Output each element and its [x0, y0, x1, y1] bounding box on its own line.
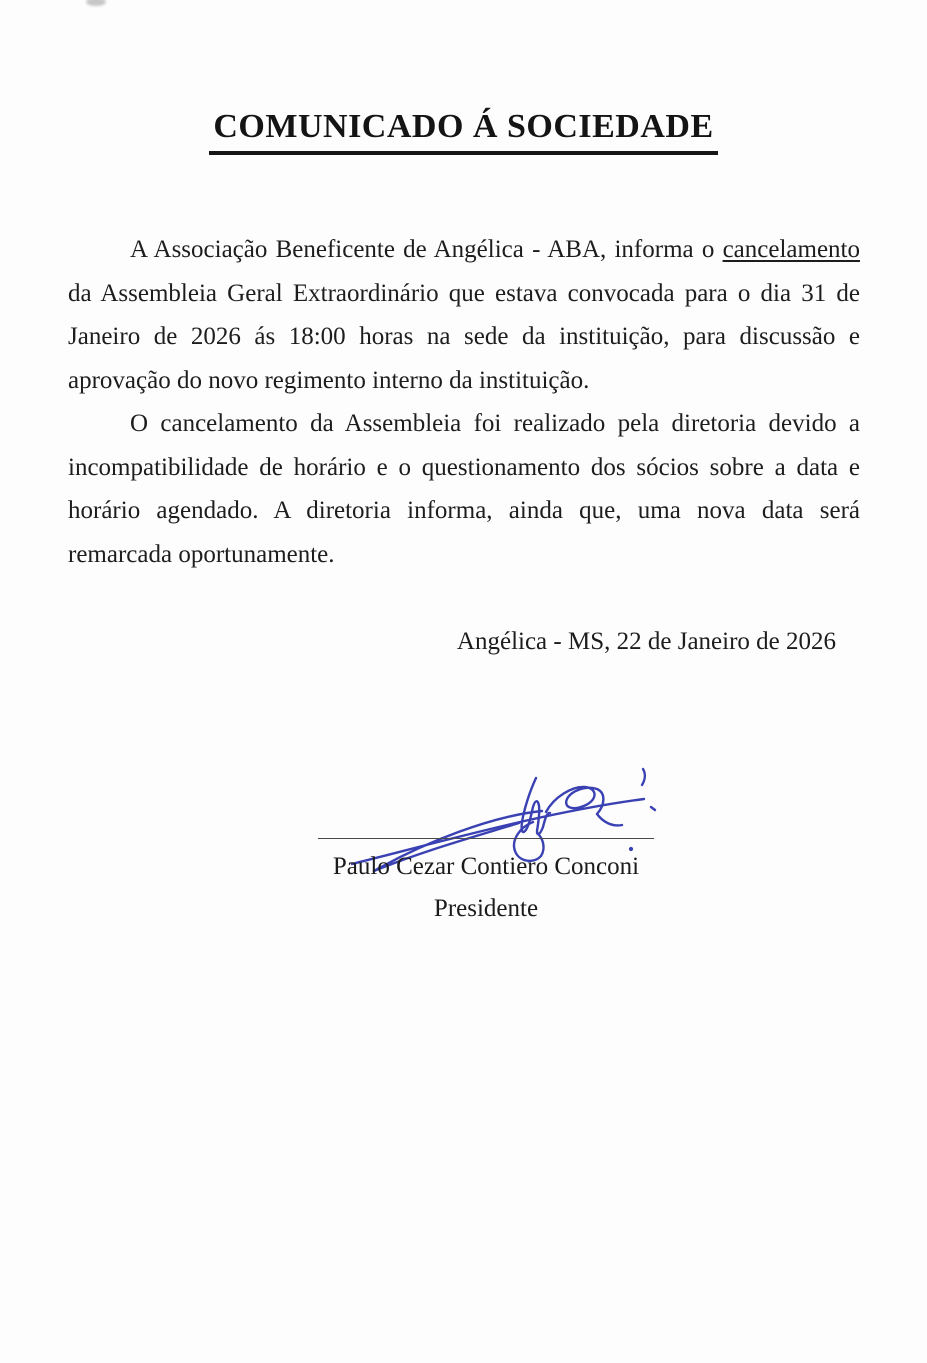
paragraph-2: O cancelamento da Assembleia foi realizado pela diretoria devido a incompatibilidade de horário e o questionamento dos sócios sobre a data e horário agendado. A diretoria informa, ainda que, uma nova data será remarcada oportunamente. [68, 410, 860, 568]
page-title [0, 108, 927, 155]
signature-stroke-speck [651, 807, 655, 810]
paragraph-1 [68, 228, 860, 402]
signature-stroke-scribble [522, 778, 550, 834]
paragraph-1-pre: A Associação Beneficente de Angélica - ABA, informa o [130, 236, 723, 263]
signature-block [318, 838, 654, 924]
paragraph-1-underlined-word: cancelamento [722, 236, 860, 263]
signature-stroke-tick [642, 769, 645, 785]
letter-body [68, 228, 860, 664]
scan-artifact-smudge [86, 0, 106, 6]
page-title-text: COMUNICADO Á SOCIEDADE [209, 108, 717, 155]
signatory-name: Paulo Cezar Contiero Conconi [332, 853, 640, 880]
dateline: Angélica - MS, 22 de Janeiro de 2026 [456, 628, 836, 655]
signatory-role: Presidente [433, 895, 539, 922]
signature-line [318, 838, 654, 839]
signature-stroke-tail [597, 814, 622, 825]
signature-stroke-bowtie [546, 787, 603, 814]
paragraph-1-post: da Assembleia Geral Extraordinário que estava convocada para o dia 31 de Janeiro de 2026 ás 18:00 horas na sede da instituição, para discussão e aprovação do novo regimento interno da instituição. [68, 279, 860, 394]
